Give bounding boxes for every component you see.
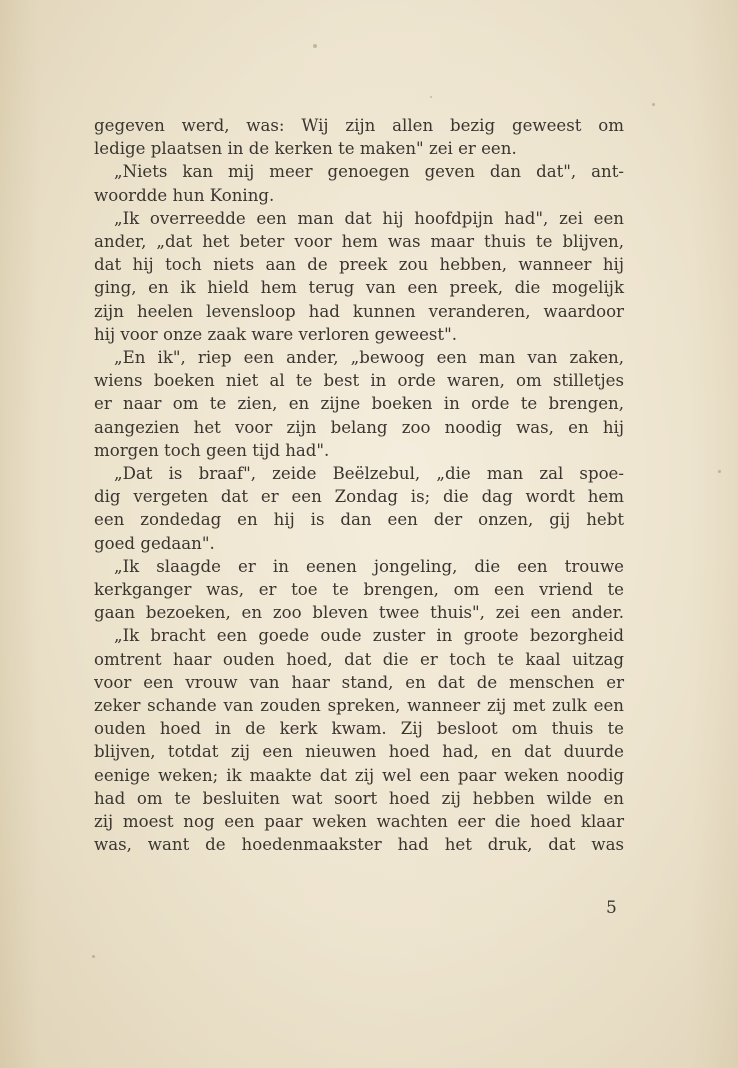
- text-line: ouden hoed in de kerk kwam. Zij besloot om thuis te: [94, 719, 624, 739]
- text-line: dat hij toch niets aan de preek zou hebben, wanneer hij: [94, 255, 624, 275]
- text-line: omtrent haar ouden hoed, dat die er toch te kaal uitzag: [94, 649, 624, 669]
- page-number: 5: [606, 898, 617, 918]
- text-line: hij voor onze zaak ware verloren geweest".: [94, 324, 457, 344]
- text-line: eenige weken; ik maakte dat zij wel een paar weken noodig: [94, 765, 624, 785]
- body-text: [94, 114, 624, 857]
- text-line: dig vergeten dat er een Zondag is; die dag wordt hem: [94, 487, 624, 507]
- text-line: een zondedag en hij is dan een der onzen, gij hebt: [94, 510, 624, 530]
- text-line: „Ik bracht een goede oude zuster in groote bezorgheid: [114, 626, 624, 646]
- text-line: morgen toch geen tijd had".: [94, 440, 330, 460]
- text-line: ledige plaatsen in de kerken te maken" zei er een.: [94, 139, 517, 159]
- text-line: zeker schande van zouden spreken, wanneer zij met zulk een: [94, 696, 624, 716]
- paper-speck: [652, 103, 655, 106]
- text-line: „En ik", riep een ander, „bewoog een man van zaken,: [114, 348, 624, 368]
- text-line: „Ik slaagde er in eenen jongeling, die een trouwe: [114, 556, 624, 576]
- text-line: ging, en ik hield hem terug van een preek, die mogelijk: [94, 278, 624, 298]
- text-line: „Dat is braaf", zeide Beëlzebul, „die man zal spoe-: [114, 464, 624, 484]
- text-line: wiens boeken niet al te best in orde waren, om stilletjes: [94, 371, 624, 391]
- text-line: voor een vrouw van haar stand, en dat de menschen er: [94, 672, 624, 692]
- paper-speck: [718, 470, 721, 473]
- paper-speck: [430, 96, 432, 98]
- paper-speck: [313, 44, 317, 48]
- text-line: „Niets kan mij meer genoegen geven dan dat", ant-: [114, 162, 624, 182]
- text-line: woordde hun Koning.: [94, 185, 275, 205]
- text-line: goed gedaan".: [94, 533, 215, 553]
- text-line: gaan bezoeken, en zoo bleven twee thuis", zei een ander.: [94, 603, 624, 623]
- text-line: zij moest nog een paar weken wachten eer die hoed klaar: [94, 812, 624, 832]
- text-line: had om te besluiten wat soort hoed zij hebben wilde en: [94, 788, 624, 808]
- text-line: kerkganger was, er toe te brengen, om een vriend te: [94, 580, 624, 600]
- paper-speck: [92, 955, 95, 958]
- text-line: zijn heelen levensloop had kunnen veranderen, waardoor: [94, 301, 624, 321]
- text-line: ander, „dat het beter voor hem was maar thuis te blijven,: [94, 232, 624, 252]
- text-line: aangezien het voor zijn belang zoo noodig was, en hij: [94, 417, 624, 437]
- text-line: gegeven werd, was: Wij zijn allen bezig geweest om: [94, 116, 624, 135]
- text-line: er naar om te zien, en zijne boeken in orde te brengen,: [94, 394, 624, 414]
- text-line: „Ik overreedde een man dat hij hoofdpijn had", zei een: [114, 208, 624, 228]
- text-line: blijven, totdat zij een nieuwen hoed had, en dat duurde: [94, 742, 624, 762]
- text-line: was, want de hoedenmaakster had het druk, dat was: [94, 835, 624, 855]
